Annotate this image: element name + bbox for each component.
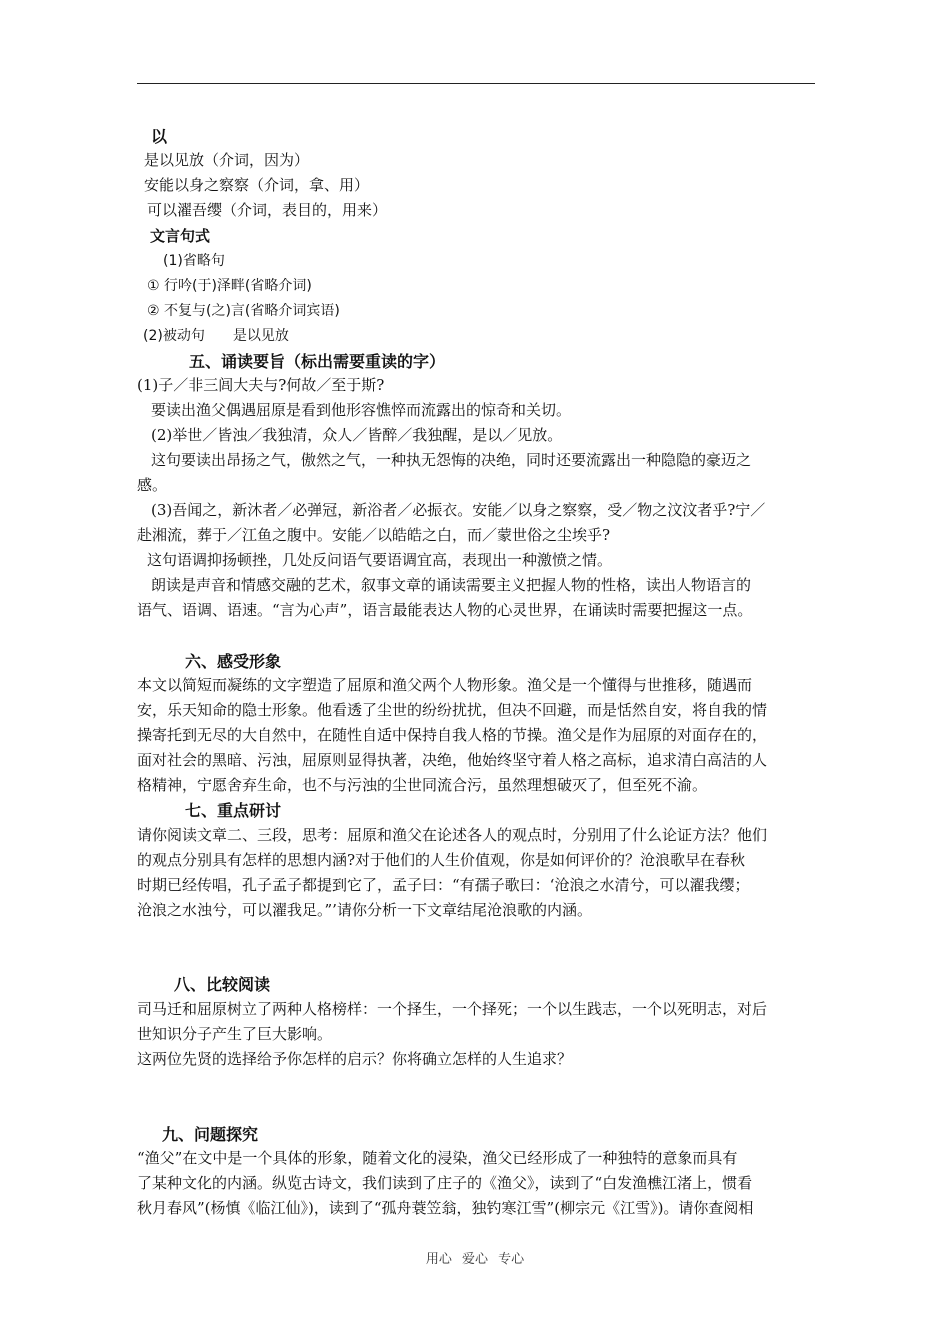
section-heading-7: 七、重点研讨 <box>185 801 282 820</box>
body-line: 本文以简短而凝练的文字塑造了屈原和渔父两个人物形象。渔父是一个懂得与世推移，随遇而 <box>137 676 753 694</box>
body-line: “渔父”在文中是一个具体的形象，随着文化的浸染，渔父已经形成了一种独特的意象而具有 <box>137 1149 738 1167</box>
section-heading-9: 九、问题探究 <box>162 1125 259 1144</box>
subheading-sentence-patterns: 文言句式 <box>150 227 211 245</box>
body-line: 请你阅读文章二、三段，思考：屈原和渔父在论述各人的观点时，分别用了什么论证方法？他们 <box>137 826 768 844</box>
body-line: 操寄托到无尽的大自然中，在随性自适中保持自我人格的节操。渔父是作为屈原的对面存在的， <box>137 726 768 744</box>
example-line: 可以濯吾缨（介词，表目的，用来） <box>147 201 388 219</box>
page-footer: 用心 爱心 专心 <box>425 1252 525 1267</box>
pattern-line: ② 不复与(之)言(省略介词宾语) <box>147 303 340 319</box>
body-line: 朗读是声音和情感交融的艺术，叙事文章的诵读需要主义把握人物的性格，读出人物语言的 <box>151 576 752 594</box>
section-heading-8: 八、比较阅读 <box>174 975 271 994</box>
word-heading-yi: 以 <box>151 127 168 146</box>
body-line: (3)吾闻之，新沐者／必弹冠，新浴者／必振衣。安能／以身之察察，受／物之汶汶者乎?宁／ <box>151 501 766 519</box>
body-line: 秋月春风”(杨慎《临江仙》)，读到了“孤舟蓑笠翁，独钓寒江雪”(柳宗元《江雪》)。请你查阅相 <box>137 1199 754 1217</box>
body-line: (2)举世／皆浊／我独清，众人／皆醉／我独醒，是以／见放。 <box>151 426 563 444</box>
header-rule <box>137 83 815 84</box>
pattern-line: (2)被动句 是以见放 <box>143 328 289 344</box>
section-heading-5: 五、诵读要旨（标出需要重读的字） <box>189 352 446 371</box>
body-line: 世知识分子产生了巨大影响。 <box>137 1025 333 1043</box>
body-line: 时期已经传唱，孔子孟子都提到它了，孟子曰：“有孺子歌曰：‘沧浪之水清兮，可以濯我缨； <box>137 876 750 894</box>
body-line: 面对社会的黑暗、污浊，屈原则显得执著，决绝，他始终坚守着人格之高标，追求清白高洁的人 <box>137 751 768 769</box>
body-line: 这句要读出昂扬之气，傲然之气，一种执无怨悔的决绝，同时还要流露出一种隐隐的豪迈之 <box>151 451 752 469</box>
body-line: 赴湘流，葬于／江鱼之腹中。安能／以皓皓之白，而／蒙世俗之尘埃乎? <box>137 526 611 544</box>
section-heading-6: 六、感受形象 <box>185 652 282 671</box>
body-line: 司马迁和屈原树立了两种人格榜样：一个择生，一个择死；一个以生践志，一个以死明志，对后 <box>137 1000 768 1018</box>
pattern-line: ① 行吟(于)泽畔(省略介词) <box>147 278 312 294</box>
body-line: 了某种文化的内涵。纵览古诗文，我们读到了庄子的《渔父》，读到了“白发渔樵江渚上，惯看 <box>137 1174 753 1192</box>
body-line: 感。 <box>137 476 168 494</box>
body-line: 这两位先贤的选择给予你怎样的启示？你将确立怎样的人生追求？ <box>137 1050 573 1068</box>
body-line: 这句语调抑扬顿挫，几处反问语气要语调宜高，表现出一种激愤之情。 <box>147 551 613 569</box>
example-line: 是以见放（介词，因为） <box>144 151 310 169</box>
body-line: 沧浪之水浊兮，可以濯我足。”’请你分析一下文章结尾沧浪歌的内涵。 <box>137 901 592 919</box>
body-line: 安，乐天知命的隐士形象。他看透了尘世的纷纷扰扰，但决不回避，而是恬然自安，将自我的情 <box>137 701 768 719</box>
body-line: 语气、语调、语速。“言为心声”，语言最能表达人物的心灵世界，在诵读时需要把握这一点。 <box>137 601 753 619</box>
body-line: 的观点分别具有怎样的思想内涵?对于他们的人生价值观，你是如何评价的？沧浪歌早在春秋 <box>137 851 746 869</box>
body-line: 要读出渔父偶遇屈原是看到他形容憔悴而流露出的惊奇和关切。 <box>151 401 572 419</box>
example-line: 安能以身之察察（介词，拿、用） <box>144 176 370 194</box>
body-line: (1)子／非三闾大夫与?何故／至于斯? <box>137 376 385 394</box>
body-line: 格精神，宁愿舍弃生命，也不与污浊的尘世同流合污，虽然理想破灭了，但至死不渝。 <box>137 776 708 794</box>
pattern-line: (1)省略句 <box>163 253 225 269</box>
